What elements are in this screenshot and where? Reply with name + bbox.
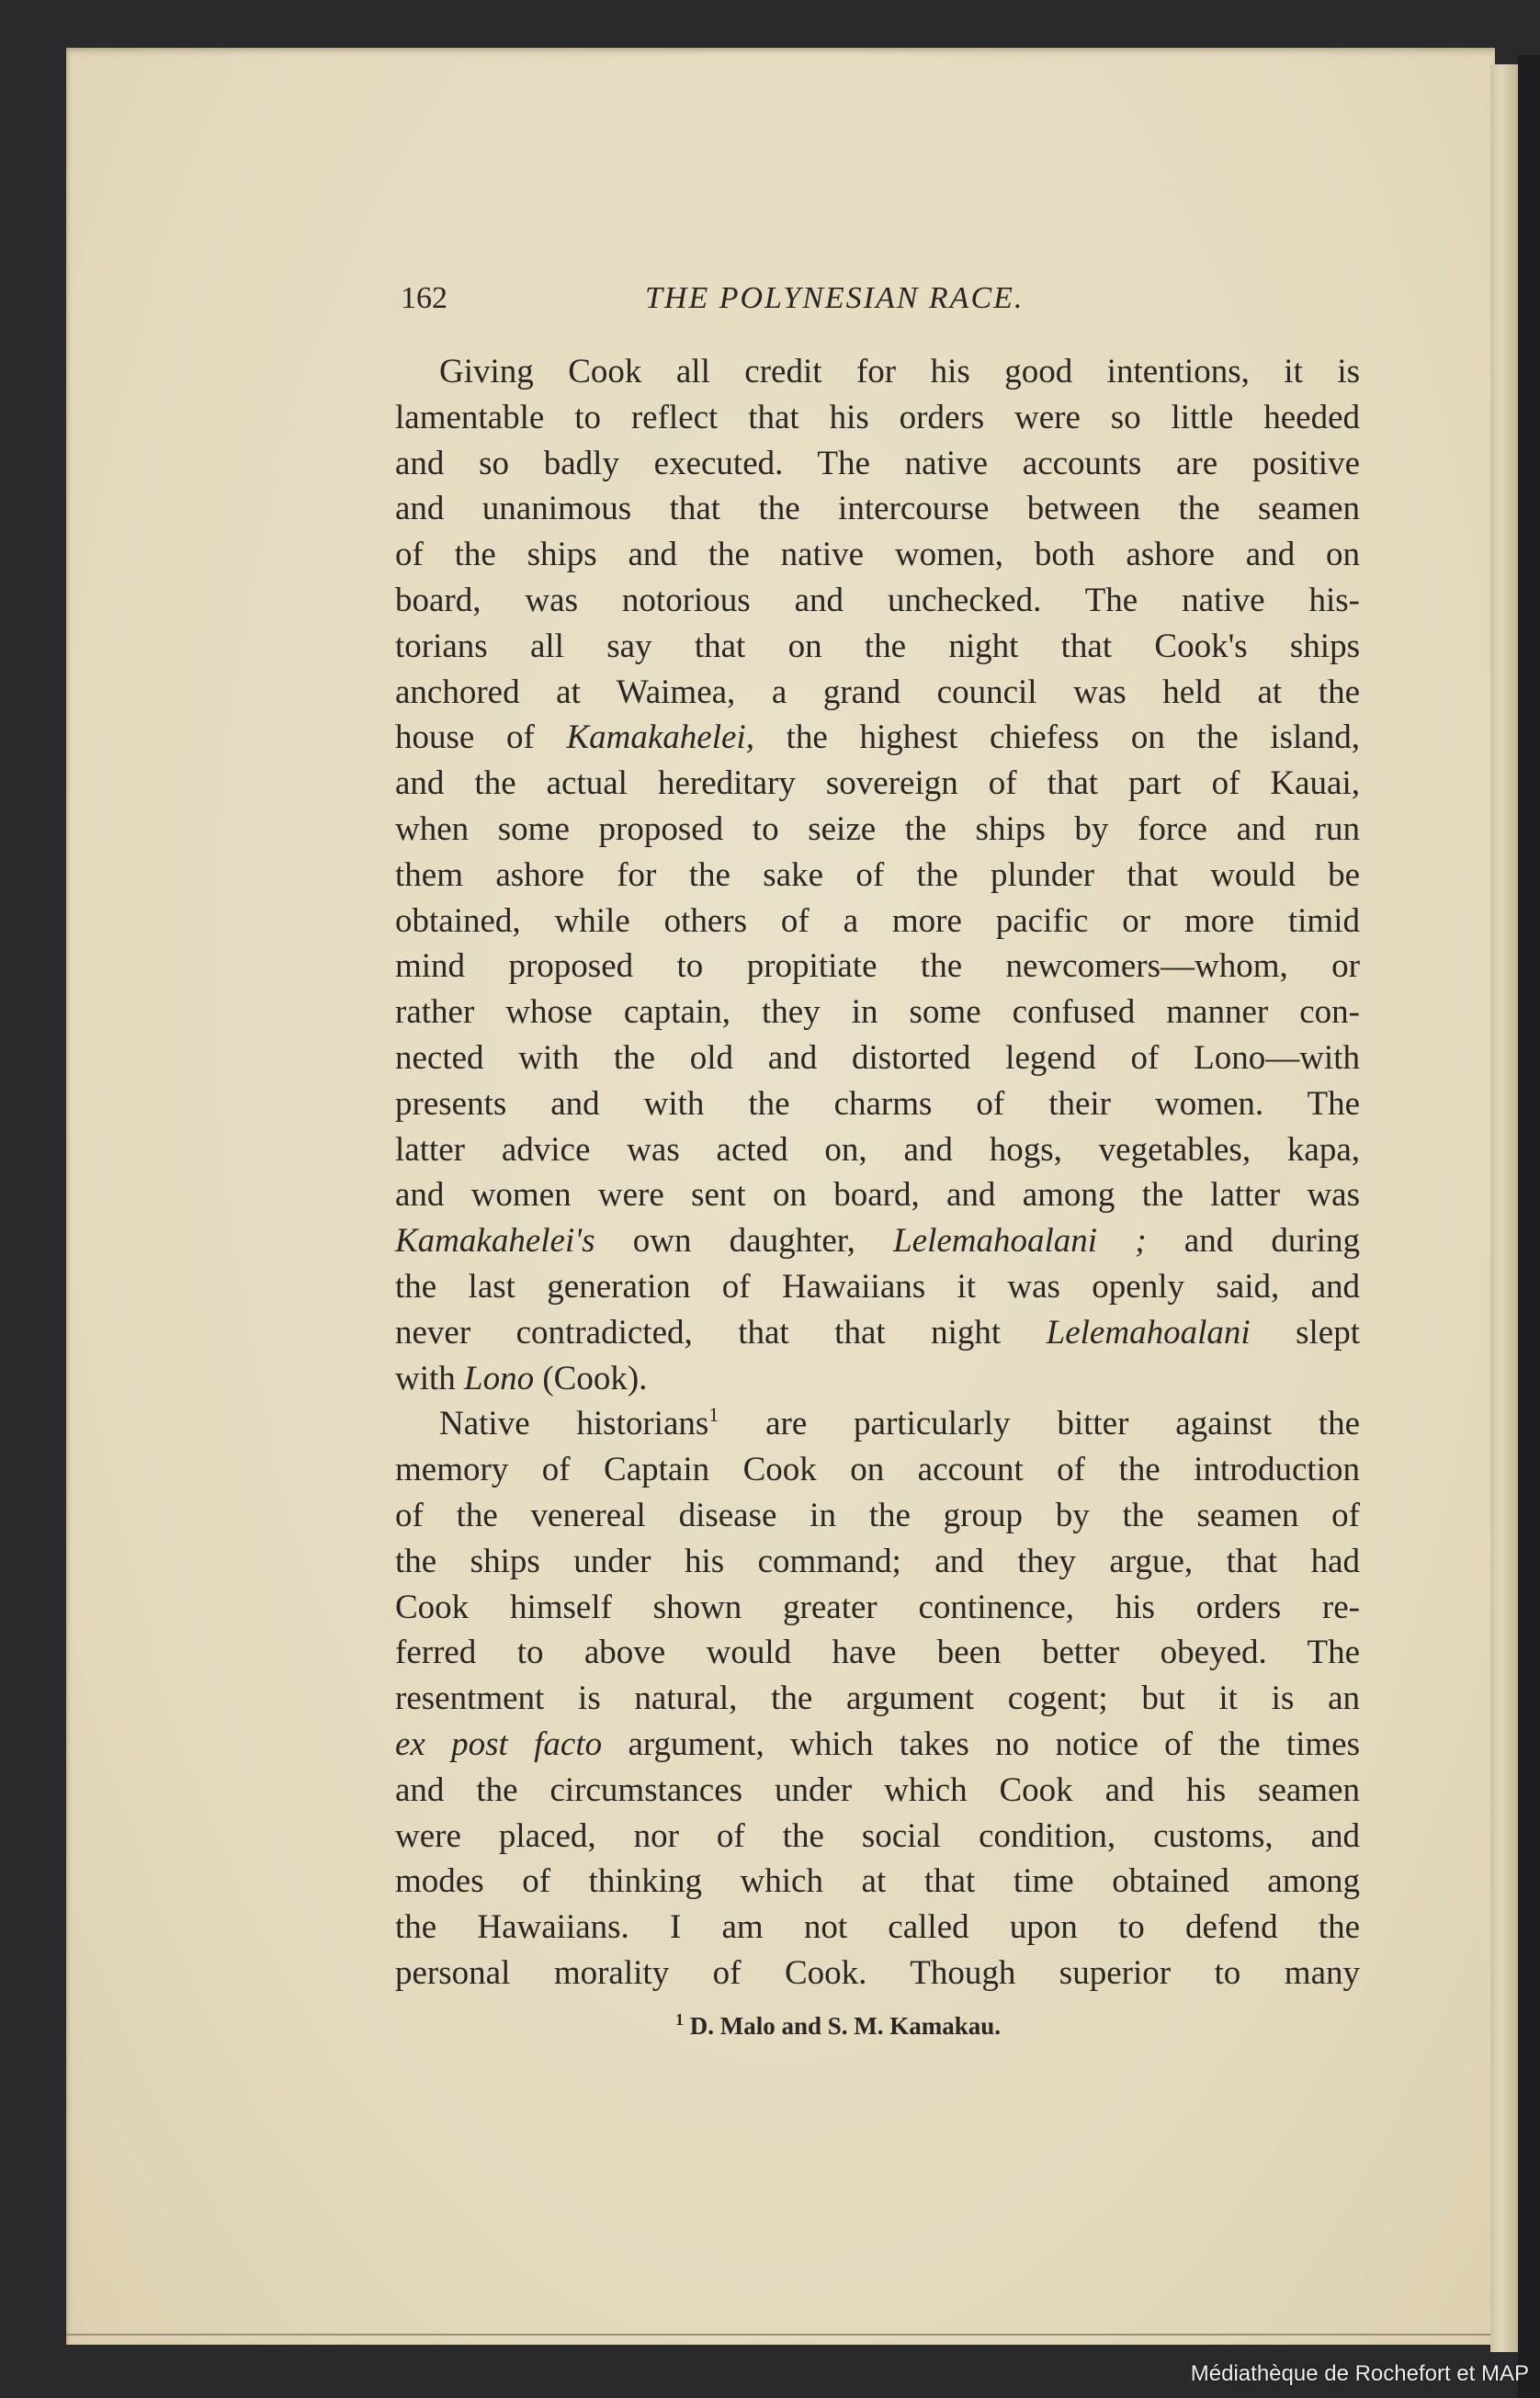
text-segment: and women were sent on board, and among the latter was [395,1176,1360,1215]
text-line [395,349,1360,395]
text-segment: are particularly bitter against the [719,1405,1360,1443]
text-line [395,578,1360,624]
text-segment: argument, which takes no notice of the times [602,1725,1360,1763]
text-segment: nected with the old and distorted legend of Lono—with [395,1038,1360,1077]
text-line [395,853,1360,899]
text-segment: own daughter, [594,1222,894,1261]
text-segment: modes of thinking which at that time obtained among [395,1862,1360,1901]
text-segment: the ships under his command; and they argue, that had [395,1542,1360,1580]
text-segment: slept [1250,1313,1360,1352]
text-segment: and unanimous that the intercourse between the seamen [395,490,1360,528]
italic-text: Lelemahoalani ; [893,1222,1147,1261]
text-segment: with [395,1359,465,1397]
text-segment: them ashore for the sake of the plunder that would be [395,855,1360,894]
running-head [401,281,1375,325]
text-line [395,1172,1360,1218]
text-line [395,761,1360,807]
text-line [395,441,1360,487]
text-line [395,990,1360,1035]
text-line [395,715,1360,761]
text-line [395,1127,1360,1173]
italic-text: Lono [464,1359,535,1397]
text-line [395,532,1360,578]
text-line [395,1539,1360,1585]
footnote-text: D. Malo and S. M. Kamakau. [689,2012,1002,2040]
text-line [395,1493,1360,1539]
text-line [395,1585,1360,1631]
text-line [395,1951,1360,1996]
page-bottom-edge [66,2334,1490,2336]
text-segment: torians all say that on the night that Cook's ships [395,627,1360,665]
text-segment: when some proposed to seize the ships by force and run [395,809,1360,848]
text-segment: the highest chiefess on the island, [753,718,1360,757]
text-segment: ferred to above would have been better obeyed. The [395,1634,1360,1672]
text-segment: the Hawaiians. I am not called upon to defend the [395,1908,1360,1947]
footnote [675,2012,1001,2041]
text-segment: rather whose captain, they in some confused manner con- [395,993,1360,1032]
italic-text: Kamakahelei's [395,1222,595,1261]
text-segment: Cook himself shown greater continence, his orders re- [395,1588,1360,1626]
text-segment: board, was notorious and unchecked. The native his- [395,581,1360,619]
text-line [395,1081,1360,1127]
italic-text: Kamakahelei, [566,718,754,757]
text-line [395,944,1360,990]
italic-text: ex post facto [395,1725,603,1763]
text-segment: presents and with the charms of their women. The [395,1084,1360,1123]
text-line [395,624,1360,670]
text-segment: of the venereal disease in the group by the seamen of [395,1496,1360,1534]
text-line [395,1814,1360,1860]
text-segment: of the ships and the native women, both ashore and on [395,536,1360,574]
scan-background-right [1518,55,1540,2398]
text-line [395,1859,1360,1905]
text-segment: memory of Captain Cook on account of the introduction [395,1451,1360,1489]
text-line [395,1676,1360,1722]
text-line [395,1035,1360,1081]
text-segment: (Cook). [534,1359,648,1397]
text-segment: obtained, while others of a more pacific or more timid [395,901,1360,940]
page-number: 162 [401,281,447,315]
text-line [395,1356,1360,1402]
text-line [395,1218,1360,1264]
text-line [395,395,1360,441]
text-segment: latter advice was acted on, and hogs, vegetables, kapa, [395,1130,1360,1169]
watermark: Médiathèque de Rochefort et MAP [1190,2361,1529,2386]
text-line [395,1905,1360,1951]
text-line [395,1447,1360,1493]
text-segment: lamentable to reflect that his orders were so little heeded [395,398,1360,436]
body-text [395,349,1360,1996]
text-line [395,1310,1360,1356]
footnote-reference: 1 [708,1403,719,1427]
text-segment: the last generation of Hawaiians it was openly said, and [395,1267,1360,1306]
text-segment: Native historians [439,1405,709,1443]
text-segment: never contradicted, that that night [395,1313,1047,1352]
italic-text: Lelemahoalani [1046,1313,1251,1352]
text-segment: mind proposed to propitiate the newcomers—whom, or [395,947,1360,986]
text-segment: and the circumstances under which Cook and his seamen [395,1770,1360,1809]
text-line [395,1630,1360,1676]
text-segment: resentment is natural, the argument cogent; but it is an [395,1680,1360,1718]
text-line [395,486,1360,532]
text-line [395,1768,1360,1814]
text-line [395,807,1360,853]
running-title: THE POLYNESIAN RACE. [645,281,1025,315]
text-segment: and during [1146,1222,1360,1261]
footnote-marker: 1 [675,2010,684,2029]
text-segment: and so badly executed. The native accounts are positive [395,444,1360,482]
text-segment: house of [395,718,567,757]
text-line [395,1401,1360,1447]
text-segment: were placed, nor of the social condition, customs, and [395,1816,1360,1855]
text-line [395,899,1360,944]
text-line [395,1722,1360,1768]
text-segment: Giving Cook all credit for his good intentions, it is [439,353,1360,390]
text-segment: personal morality of Cook. Though superior to many [395,1953,1360,1992]
text-line [395,670,1360,716]
text-line [395,1264,1360,1310]
text-segment: and the actual hereditary sovereign of that part of Kauai, [395,764,1360,803]
text-segment: anchored at Waimea, a grand council was held at the [395,673,1360,711]
page-edge [1490,64,1518,2352]
